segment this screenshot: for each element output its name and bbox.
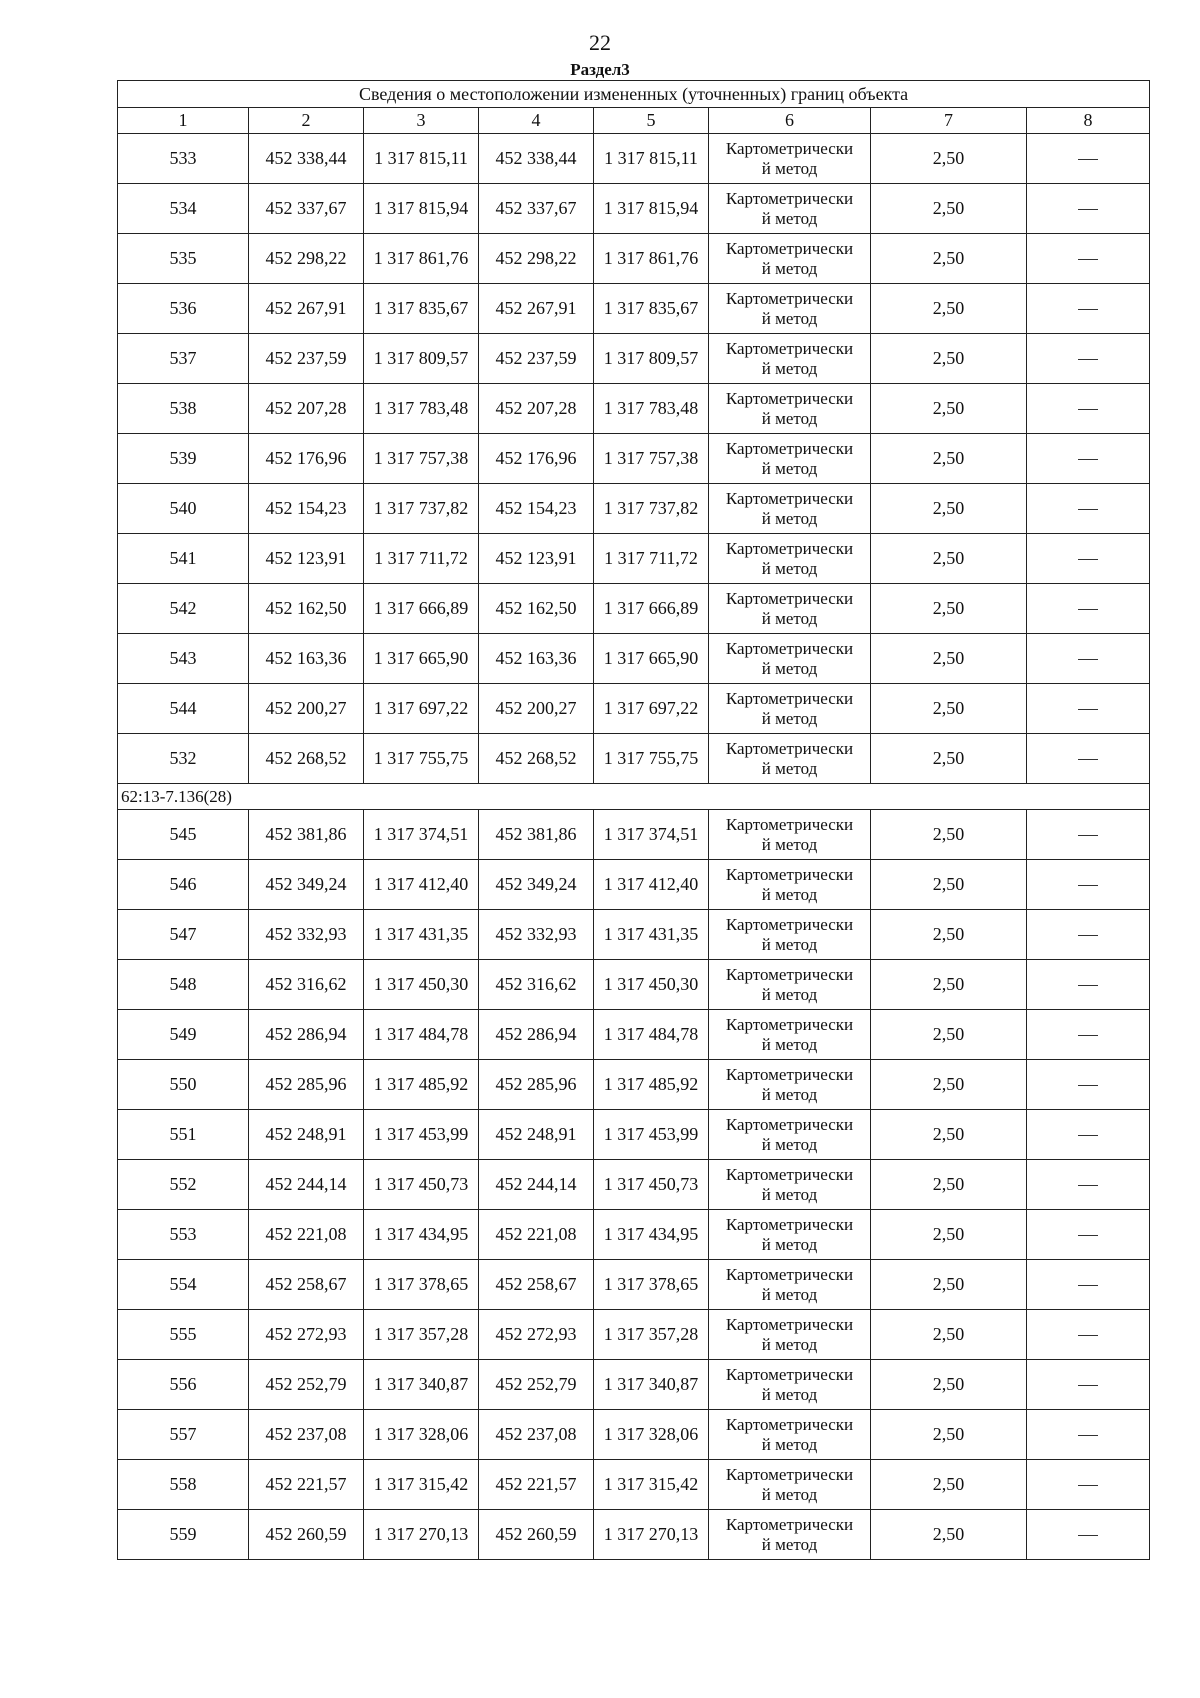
precision-cell: 2,50 xyxy=(871,1410,1027,1460)
precision-cell: 2,50 xyxy=(871,1110,1027,1160)
y-new-cell: 1 317 374,51 xyxy=(594,810,709,860)
precision-cell: 2,50 xyxy=(871,1160,1027,1210)
x-old-cell: 452 332,93 xyxy=(249,910,364,960)
description-cell xyxy=(1027,434,1150,484)
description-cell xyxy=(1027,284,1150,334)
precision-cell: 2,50 xyxy=(871,534,1027,584)
description-cell xyxy=(1027,1410,1150,1460)
description-cell xyxy=(1027,534,1150,584)
table-row xyxy=(118,584,1150,634)
dash-mark xyxy=(1078,885,1098,886)
point-number-cell: 537 xyxy=(118,334,249,384)
x-old-cell: 452 154,23 xyxy=(249,484,364,534)
method-cell: Картометрически й метод xyxy=(709,184,871,234)
method-cell: Картометрически й метод xyxy=(709,534,871,584)
table-header-row xyxy=(118,108,1150,134)
y-old-cell: 1 317 374,51 xyxy=(364,810,479,860)
y-old-cell: 1 317 340,87 xyxy=(364,1360,479,1410)
method-cell: Картометрически й метод xyxy=(709,734,871,784)
dash-mark xyxy=(1078,1435,1098,1436)
dash-mark xyxy=(1078,209,1098,210)
x-new-cell: 452 154,23 xyxy=(479,484,594,534)
x-old-cell: 452 286,94 xyxy=(249,1010,364,1060)
dash-mark xyxy=(1078,1135,1098,1136)
x-new-cell: 452 298,22 xyxy=(479,234,594,284)
y-new-cell: 1 317 815,94 xyxy=(594,184,709,234)
y-old-cell: 1 317 453,99 xyxy=(364,1110,479,1160)
dash-mark xyxy=(1078,259,1098,260)
dash-mark xyxy=(1078,1385,1098,1386)
x-new-cell: 452 285,96 xyxy=(479,1060,594,1110)
dash-mark xyxy=(1078,659,1098,660)
y-old-cell: 1 317 666,89 xyxy=(364,584,479,634)
x-new-cell: 452 200,27 xyxy=(479,684,594,734)
table-row xyxy=(118,1110,1150,1160)
y-old-cell: 1 317 485,92 xyxy=(364,1060,479,1110)
y-old-cell: 1 317 378,65 xyxy=(364,1260,479,1310)
dash-mark xyxy=(1078,1035,1098,1036)
x-new-cell: 452 286,94 xyxy=(479,1010,594,1060)
dash-mark xyxy=(1078,1485,1098,1486)
y-new-cell: 1 317 711,72 xyxy=(594,534,709,584)
x-new-cell: 452 162,50 xyxy=(479,584,594,634)
description-cell xyxy=(1027,334,1150,384)
y-new-cell: 1 317 378,65 xyxy=(594,1260,709,1310)
x-new-cell: 452 176,96 xyxy=(479,434,594,484)
x-old-cell: 452 162,50 xyxy=(249,584,364,634)
x-new-cell: 452 207,28 xyxy=(479,384,594,434)
x-new-cell: 452 252,79 xyxy=(479,1360,594,1410)
table-row xyxy=(118,484,1150,534)
y-old-cell: 1 317 737,82 xyxy=(364,484,479,534)
y-new-cell: 1 317 315,42 xyxy=(594,1460,709,1510)
method-cell: Картометрически й метод xyxy=(709,684,871,734)
y-new-cell: 1 317 697,22 xyxy=(594,684,709,734)
column-header: 2 xyxy=(249,108,364,134)
y-new-cell: 1 317 809,57 xyxy=(594,334,709,384)
x-old-cell: 452 200,27 xyxy=(249,684,364,734)
point-number-cell: 542 xyxy=(118,584,249,634)
y-new-cell: 1 317 861,76 xyxy=(594,234,709,284)
table-body xyxy=(118,134,1150,1560)
dash-mark xyxy=(1078,759,1098,760)
x-old-cell: 452 272,93 xyxy=(249,1310,364,1360)
table-row xyxy=(118,960,1150,1010)
description-cell xyxy=(1027,1260,1150,1310)
description-cell xyxy=(1027,484,1150,534)
table-row xyxy=(118,184,1150,234)
x-new-cell: 452 268,52 xyxy=(479,734,594,784)
precision-cell: 2,50 xyxy=(871,1460,1027,1510)
x-old-cell: 452 248,91 xyxy=(249,1110,364,1160)
y-new-cell: 1 317 757,38 xyxy=(594,434,709,484)
precision-cell: 2,50 xyxy=(871,734,1027,784)
y-old-cell: 1 317 757,38 xyxy=(364,434,479,484)
description-cell xyxy=(1027,1110,1150,1160)
point-number-cell: 533 xyxy=(118,134,249,184)
y-new-cell: 1 317 450,73 xyxy=(594,1160,709,1210)
section-title: Раздел3 xyxy=(570,60,630,79)
precision-cell: 2,50 xyxy=(871,1210,1027,1260)
y-old-cell: 1 317 450,73 xyxy=(364,1160,479,1210)
method-cell: Картометрически й метод xyxy=(709,634,871,684)
precision-cell: 2,50 xyxy=(871,1010,1027,1060)
y-new-cell: 1 317 453,99 xyxy=(594,1110,709,1160)
x-old-cell: 452 221,57 xyxy=(249,1460,364,1510)
dash-mark xyxy=(1078,1285,1098,1286)
description-cell xyxy=(1027,1160,1150,1210)
precision-cell: 2,50 xyxy=(871,434,1027,484)
x-new-cell: 452 244,14 xyxy=(479,1160,594,1210)
point-number-cell: 548 xyxy=(118,960,249,1010)
y-old-cell: 1 317 835,67 xyxy=(364,284,479,334)
table-row xyxy=(118,284,1150,334)
x-old-cell: 452 123,91 xyxy=(249,534,364,584)
y-old-cell: 1 317 711,72 xyxy=(364,534,479,584)
method-cell: Картометрически й метод xyxy=(709,910,871,960)
table-row xyxy=(118,860,1150,910)
y-new-cell: 1 317 815,11 xyxy=(594,134,709,184)
dash-mark xyxy=(1078,1535,1098,1536)
dash-mark xyxy=(1078,409,1098,410)
table-row xyxy=(118,134,1150,184)
description-cell xyxy=(1027,134,1150,184)
method-cell: Картометрически й метод xyxy=(709,860,871,910)
boundary-coordinates-table xyxy=(117,80,1150,1560)
y-new-cell: 1 317 665,90 xyxy=(594,634,709,684)
x-old-cell: 452 244,14 xyxy=(249,1160,364,1210)
description-cell xyxy=(1027,860,1150,910)
x-old-cell: 452 258,67 xyxy=(249,1260,364,1310)
method-cell: Картометрически й метод xyxy=(709,810,871,860)
y-old-cell: 1 317 861,76 xyxy=(364,234,479,284)
x-new-cell: 452 337,67 xyxy=(479,184,594,234)
dash-mark xyxy=(1078,509,1098,510)
table-row xyxy=(118,534,1150,584)
dash-mark xyxy=(1078,459,1098,460)
description-cell xyxy=(1027,910,1150,960)
table-row xyxy=(118,1160,1150,1210)
x-new-cell: 452 260,59 xyxy=(479,1510,594,1560)
y-new-cell: 1 317 755,75 xyxy=(594,734,709,784)
point-number-cell: 550 xyxy=(118,1060,249,1110)
method-cell: Картометрически й метод xyxy=(709,1110,871,1160)
point-number-cell: 543 xyxy=(118,634,249,684)
x-new-cell: 452 248,91 xyxy=(479,1110,594,1160)
method-cell: Картометрически й метод xyxy=(709,434,871,484)
method-cell: Картометрически й метод xyxy=(709,1010,871,1060)
group-label: 62:13-7.136(28) xyxy=(118,784,1150,810)
point-number-cell: 546 xyxy=(118,860,249,910)
y-new-cell: 1 317 783,48 xyxy=(594,384,709,434)
x-old-cell: 452 338,44 xyxy=(249,134,364,184)
table-row xyxy=(118,1060,1150,1110)
y-old-cell: 1 317 431,35 xyxy=(364,910,479,960)
x-new-cell: 452 163,36 xyxy=(479,634,594,684)
method-cell: Картометрически й метод xyxy=(709,960,871,1010)
table-row xyxy=(118,1310,1150,1360)
table-row xyxy=(118,384,1150,434)
x-old-cell: 452 221,08 xyxy=(249,1210,364,1260)
precision-cell: 2,50 xyxy=(871,184,1027,234)
y-new-cell: 1 317 412,40 xyxy=(594,860,709,910)
y-old-cell: 1 317 815,94 xyxy=(364,184,479,234)
method-cell: Картометрически й метод xyxy=(709,334,871,384)
table-caption: Сведения о местоположении измененных (уточненных) границ объекта xyxy=(118,81,1150,108)
description-cell xyxy=(1027,960,1150,1010)
description-cell xyxy=(1027,1460,1150,1510)
method-cell: Картометрически й метод xyxy=(709,384,871,434)
dash-mark xyxy=(1078,1235,1098,1236)
point-number-cell: 558 xyxy=(118,1460,249,1510)
method-cell: Картометрически й метод xyxy=(709,1260,871,1310)
y-new-cell: 1 317 485,92 xyxy=(594,1060,709,1110)
column-header: 5 xyxy=(594,108,709,134)
dash-mark xyxy=(1078,835,1098,836)
precision-cell: 2,50 xyxy=(871,284,1027,334)
point-number-cell: 545 xyxy=(118,810,249,860)
x-new-cell: 452 267,91 xyxy=(479,284,594,334)
description-cell xyxy=(1027,734,1150,784)
x-old-cell: 452 207,28 xyxy=(249,384,364,434)
dash-mark xyxy=(1078,559,1098,560)
x-new-cell: 452 272,93 xyxy=(479,1310,594,1360)
x-new-cell: 452 221,08 xyxy=(479,1210,594,1260)
point-number-cell: 538 xyxy=(118,384,249,434)
dash-mark xyxy=(1078,1335,1098,1336)
y-new-cell: 1 317 357,28 xyxy=(594,1310,709,1360)
point-number-cell: 539 xyxy=(118,434,249,484)
dash-mark xyxy=(1078,359,1098,360)
precision-cell: 2,50 xyxy=(871,1260,1027,1310)
table-row xyxy=(118,684,1150,734)
table-caption-row xyxy=(118,81,1150,108)
point-number-cell: 544 xyxy=(118,684,249,734)
description-cell xyxy=(1027,584,1150,634)
point-number-cell: 552 xyxy=(118,1160,249,1210)
y-new-cell: 1 317 484,78 xyxy=(594,1010,709,1060)
method-cell: Картометрически й метод xyxy=(709,134,871,184)
precision-cell: 2,50 xyxy=(871,484,1027,534)
precision-cell: 2,50 xyxy=(871,910,1027,960)
x-old-cell: 452 237,59 xyxy=(249,334,364,384)
column-header: 4 xyxy=(479,108,594,134)
point-number-cell: 536 xyxy=(118,284,249,334)
description-cell xyxy=(1027,384,1150,434)
method-cell: Картометрически й метод xyxy=(709,1410,871,1460)
description-cell xyxy=(1027,1310,1150,1360)
y-old-cell: 1 317 755,75 xyxy=(364,734,479,784)
y-old-cell: 1 317 697,22 xyxy=(364,684,479,734)
x-old-cell: 452 316,62 xyxy=(249,960,364,1010)
dash-mark xyxy=(1078,309,1098,310)
table-row xyxy=(118,1210,1150,1260)
precision-cell: 2,50 xyxy=(871,334,1027,384)
y-new-cell: 1 317 328,06 xyxy=(594,1410,709,1460)
x-new-cell: 452 237,59 xyxy=(479,334,594,384)
precision-cell: 2,50 xyxy=(871,1360,1027,1410)
precision-cell: 2,50 xyxy=(871,1510,1027,1560)
precision-cell: 2,50 xyxy=(871,634,1027,684)
y-old-cell: 1 317 809,57 xyxy=(364,334,479,384)
x-old-cell: 452 176,96 xyxy=(249,434,364,484)
x-old-cell: 452 285,96 xyxy=(249,1060,364,1110)
table-row xyxy=(118,434,1150,484)
method-cell: Картометрически й метод xyxy=(709,234,871,284)
description-cell xyxy=(1027,1510,1150,1560)
y-new-cell: 1 317 450,30 xyxy=(594,960,709,1010)
precision-cell: 2,50 xyxy=(871,960,1027,1010)
point-number-cell: 535 xyxy=(118,234,249,284)
y-new-cell: 1 317 835,67 xyxy=(594,284,709,334)
point-number-cell: 555 xyxy=(118,1310,249,1360)
x-new-cell: 452 221,57 xyxy=(479,1460,594,1510)
method-cell: Картометрически й метод xyxy=(709,1510,871,1560)
y-old-cell: 1 317 434,95 xyxy=(364,1210,479,1260)
x-new-cell: 452 316,62 xyxy=(479,960,594,1010)
column-header: 6 xyxy=(709,108,871,134)
description-cell xyxy=(1027,634,1150,684)
dash-mark xyxy=(1078,709,1098,710)
point-number-cell: 540 xyxy=(118,484,249,534)
description-cell xyxy=(1027,1060,1150,1110)
dash-mark xyxy=(1078,1085,1098,1086)
table-row xyxy=(118,1360,1150,1410)
precision-cell: 2,50 xyxy=(871,234,1027,284)
dash-mark xyxy=(1078,985,1098,986)
y-old-cell: 1 317 328,06 xyxy=(364,1410,479,1460)
y-new-cell: 1 317 666,89 xyxy=(594,584,709,634)
method-cell: Картометрически й метод xyxy=(709,1210,871,1260)
precision-cell: 2,50 xyxy=(871,584,1027,634)
table-row xyxy=(118,634,1150,684)
point-number-cell: 551 xyxy=(118,1110,249,1160)
table-row xyxy=(118,1410,1150,1460)
y-old-cell: 1 317 412,40 xyxy=(364,860,479,910)
y-old-cell: 1 317 450,30 xyxy=(364,960,479,1010)
point-number-cell: 553 xyxy=(118,1210,249,1260)
column-header: 7 xyxy=(871,108,1027,134)
x-old-cell: 452 237,08 xyxy=(249,1410,364,1460)
y-new-cell: 1 317 340,87 xyxy=(594,1360,709,1410)
x-new-cell: 452 237,08 xyxy=(479,1410,594,1460)
table-row xyxy=(118,1510,1150,1560)
table-row xyxy=(118,1460,1150,1510)
point-number-cell: 556 xyxy=(118,1360,249,1410)
page-number: 22 xyxy=(589,30,611,55)
precision-cell: 2,50 xyxy=(871,1310,1027,1360)
table-row xyxy=(118,734,1150,784)
table-row xyxy=(118,910,1150,960)
precision-cell: 2,50 xyxy=(871,384,1027,434)
x-new-cell: 452 258,67 xyxy=(479,1260,594,1310)
point-number-cell: 549 xyxy=(118,1010,249,1060)
column-header: 1 xyxy=(118,108,249,134)
method-cell: Картометрически й метод xyxy=(709,284,871,334)
x-old-cell: 452 337,67 xyxy=(249,184,364,234)
point-number-cell: 559 xyxy=(118,1510,249,1560)
description-cell xyxy=(1027,684,1150,734)
x-old-cell: 452 260,59 xyxy=(249,1510,364,1560)
point-number-cell: 547 xyxy=(118,910,249,960)
y-old-cell: 1 317 665,90 xyxy=(364,634,479,684)
y-old-cell: 1 317 270,13 xyxy=(364,1510,479,1560)
column-header: 3 xyxy=(364,108,479,134)
description-cell xyxy=(1027,1360,1150,1410)
description-cell xyxy=(1027,810,1150,860)
x-old-cell: 452 298,22 xyxy=(249,234,364,284)
point-number-cell: 532 xyxy=(118,734,249,784)
x-old-cell: 452 163,36 xyxy=(249,634,364,684)
description-cell xyxy=(1027,184,1150,234)
x-old-cell: 452 267,91 xyxy=(249,284,364,334)
method-cell: Картометрически й метод xyxy=(709,1160,871,1210)
x-old-cell: 452 349,24 xyxy=(249,860,364,910)
point-number-cell: 534 xyxy=(118,184,249,234)
precision-cell: 2,50 xyxy=(871,1060,1027,1110)
method-cell: Картометрически й метод xyxy=(709,1060,871,1110)
y-new-cell: 1 317 431,35 xyxy=(594,910,709,960)
point-number-cell: 541 xyxy=(118,534,249,584)
precision-cell: 2,50 xyxy=(871,860,1027,910)
y-old-cell: 1 317 484,78 xyxy=(364,1010,479,1060)
x-new-cell: 452 381,86 xyxy=(479,810,594,860)
column-header: 8 xyxy=(1027,108,1150,134)
precision-cell: 2,50 xyxy=(871,810,1027,860)
table-row xyxy=(118,234,1150,284)
table-row xyxy=(118,1260,1150,1310)
y-old-cell: 1 317 315,42 xyxy=(364,1460,479,1510)
description-cell xyxy=(1027,1010,1150,1060)
table-row xyxy=(118,334,1150,384)
description-cell xyxy=(1027,1210,1150,1260)
dash-mark xyxy=(1078,935,1098,936)
description-cell xyxy=(1027,234,1150,284)
group-header-row xyxy=(118,784,1150,810)
point-number-cell: 554 xyxy=(118,1260,249,1310)
x-new-cell: 452 349,24 xyxy=(479,860,594,910)
x-new-cell: 452 332,93 xyxy=(479,910,594,960)
x-new-cell: 452 123,91 xyxy=(479,534,594,584)
method-cell: Картометрически й метод xyxy=(709,1460,871,1510)
table-row xyxy=(118,810,1150,860)
method-cell: Картометрически й метод xyxy=(709,1360,871,1410)
method-cell: Картометрически й метод xyxy=(709,584,871,634)
point-number-cell: 557 xyxy=(118,1410,249,1460)
y-new-cell: 1 317 737,82 xyxy=(594,484,709,534)
x-new-cell: 452 338,44 xyxy=(479,134,594,184)
y-old-cell: 1 317 815,11 xyxy=(364,134,479,184)
precision-cell: 2,50 xyxy=(871,684,1027,734)
y-new-cell: 1 317 270,13 xyxy=(594,1510,709,1560)
method-cell: Картометрически й метод xyxy=(709,484,871,534)
x-old-cell: 452 252,79 xyxy=(249,1360,364,1410)
dash-mark xyxy=(1078,609,1098,610)
y-new-cell: 1 317 434,95 xyxy=(594,1210,709,1260)
dash-mark xyxy=(1078,159,1098,160)
table-row xyxy=(118,1010,1150,1060)
precision-cell: 2,50 xyxy=(871,134,1027,184)
x-old-cell: 452 268,52 xyxy=(249,734,364,784)
method-cell: Картометрически й метод xyxy=(709,1310,871,1360)
y-old-cell: 1 317 783,48 xyxy=(364,384,479,434)
dash-mark xyxy=(1078,1185,1098,1186)
y-old-cell: 1 317 357,28 xyxy=(364,1310,479,1360)
x-old-cell: 452 381,86 xyxy=(249,810,364,860)
